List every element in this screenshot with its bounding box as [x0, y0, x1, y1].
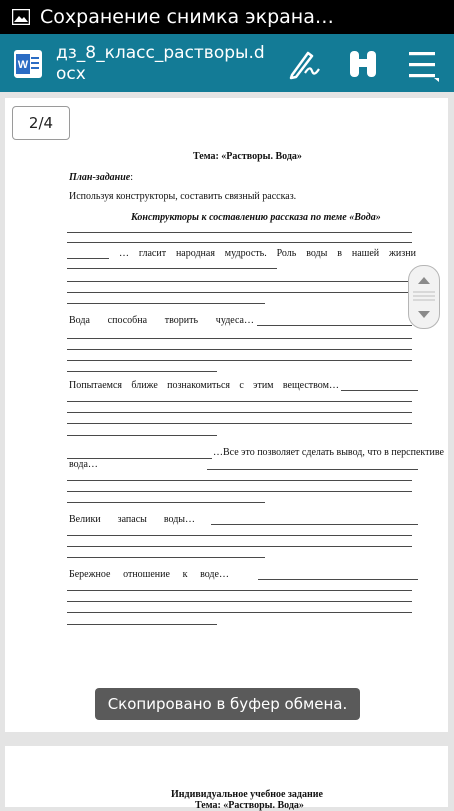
status-text: Сохранение снимка экрана…: [40, 6, 334, 28]
toast-message: Скопировано в буфер обмена.: [95, 688, 360, 720]
answer-line: [67, 338, 412, 339]
page2-title: Индивидуальное учебное задание: [171, 789, 323, 800]
answer-line: [67, 502, 265, 503]
svg-text:W: W: [17, 59, 29, 71]
answer-line: [67, 612, 412, 613]
fast-scroll-control[interactable]: [408, 265, 440, 329]
s6-word: воде…: [200, 569, 229, 580]
s2-word: творить: [164, 315, 199, 326]
instruction-text: Используя конструкторы, составить связный рассказ.: [69, 191, 297, 202]
answer-line: [67, 242, 412, 243]
s3-word: Попытаемся: [69, 380, 123, 391]
answer-line: [341, 390, 418, 391]
answer-line: [67, 303, 265, 304]
s2-word: Вода: [69, 315, 90, 326]
answer-line: [67, 624, 217, 625]
answer-line: [207, 469, 418, 470]
answer-line: [67, 258, 109, 259]
s2-word: способна: [107, 315, 148, 326]
s3-word: ближе: [131, 380, 158, 391]
answer-line: [67, 601, 412, 602]
answer-line: [211, 524, 418, 525]
file-name: дз_8_класс_растворы.docx: [56, 43, 265, 84]
sentence-5: [69, 514, 195, 525]
s1-word: Роль: [276, 248, 297, 259]
s5-word: Велики: [69, 514, 101, 525]
answer-line: [67, 360, 412, 361]
sentence-4: …Все это позволяет сделать вывод, что в перспективе: [213, 447, 444, 458]
s1-word: нашей: [351, 248, 380, 259]
answer-line: [67, 423, 412, 424]
doc-title: Тема: «Растворы. Вода»: [193, 151, 302, 162]
edit-pen-icon[interactable]: [286, 47, 320, 81]
app-bar: [0, 34, 454, 92]
s6-word: отношение: [123, 569, 170, 580]
sentence-6: [69, 569, 229, 580]
answer-line: [67, 412, 412, 413]
sentence-2: [69, 315, 254, 326]
answer-line: [67, 435, 217, 436]
sentence-3: [69, 380, 339, 391]
s1-word: воды: [306, 248, 328, 259]
answer-line: [67, 232, 412, 233]
s5-word: запасы: [117, 514, 147, 525]
s1-word: гласит: [138, 248, 167, 259]
plan-label: План-задание: [69, 172, 131, 183]
scroll-arrows-icon[interactable]: [409, 266, 439, 328]
s1-word: мудрость.: [224, 248, 267, 259]
document-page-next[interactable]: [5, 746, 448, 811]
answer-line: [67, 491, 412, 492]
answer-line: [67, 268, 277, 269]
s3-word: веществом…: [282, 380, 339, 391]
s1-word: жизни: [389, 248, 416, 259]
s6-word: к: [182, 569, 188, 580]
status-bar: [0, 0, 454, 34]
s2-word: чудеса…: [215, 315, 254, 326]
answer-line: [257, 325, 412, 326]
sentence-1: [119, 248, 416, 259]
answer-line: [67, 535, 412, 536]
page2-subtitle: Тема: «Растворы. Вода»: [195, 800, 304, 811]
answer-line: [67, 480, 412, 481]
sentence-4-cont: вода…: [69, 459, 98, 470]
binoculars-search-icon[interactable]: [346, 47, 380, 81]
answer-line: [67, 557, 265, 558]
word-document-icon[interactable]: [12, 48, 44, 80]
answer-line: [67, 292, 412, 293]
image-icon: [12, 9, 30, 25]
s5-word: воды…: [163, 514, 195, 525]
menu-icon[interactable]: [404, 47, 440, 83]
document-page[interactable]: [5, 98, 448, 732]
s3-word: познакомиться: [167, 380, 231, 391]
doc-subheading: Конструкторы к составлению рассказа по теме «Вода»: [131, 212, 381, 223]
answer-line: [67, 546, 412, 547]
answer-line: [67, 371, 217, 372]
answer-line: [258, 579, 418, 580]
s3-word: с: [239, 380, 244, 391]
answer-line: [67, 401, 412, 402]
s1-word: народная: [175, 248, 215, 259]
answer-line: [67, 590, 412, 591]
s1-word: …: [119, 248, 129, 259]
s3-word: этим: [253, 380, 274, 391]
answer-line: [67, 281, 412, 282]
s1-word: в: [337, 248, 342, 259]
answer-line: [67, 349, 412, 350]
page-indicator: 2/4: [12, 106, 70, 140]
s6-word: Бережное: [69, 569, 111, 580]
plan-line: [69, 172, 133, 183]
plan-colon: :: [130, 172, 133, 183]
